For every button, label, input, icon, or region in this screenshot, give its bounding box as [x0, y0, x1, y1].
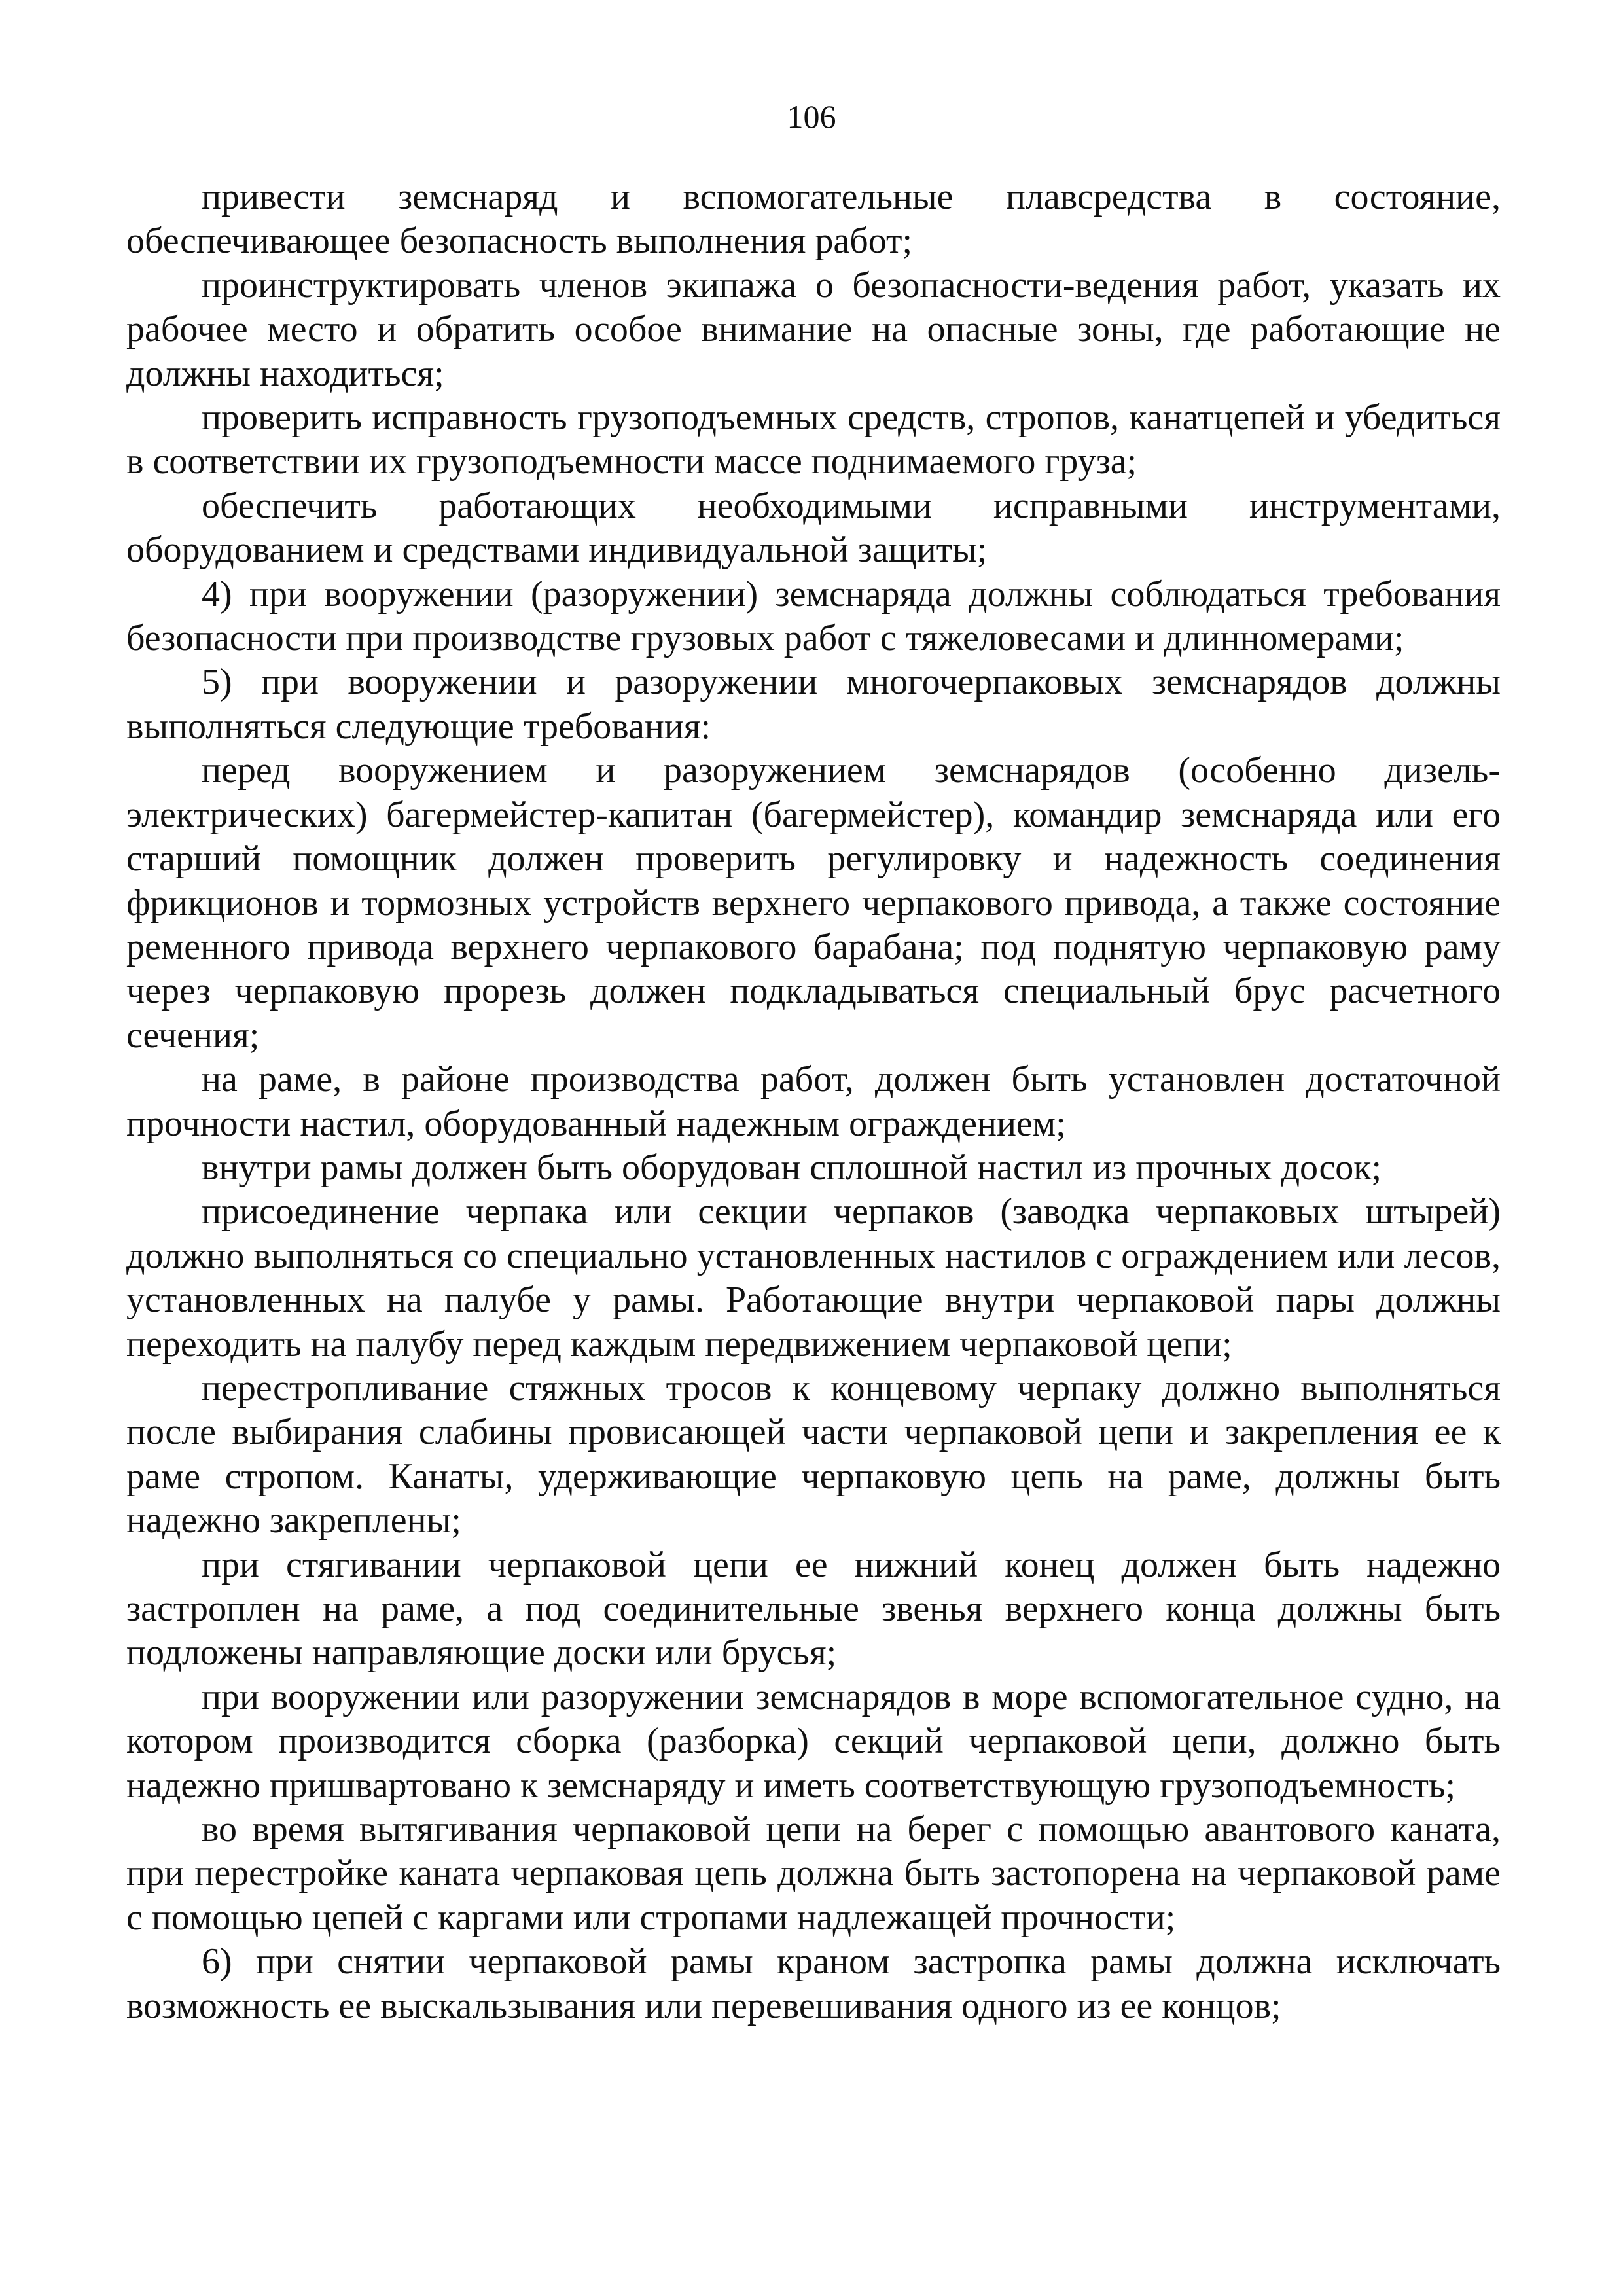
- paragraph-9: внутри рамы должен быть оборудован сплошной настил из прочных досок;: [202, 1147, 1382, 1188]
- paragraph-10: присоединение черпака или секции черпаков (заводка черпаковых штырей) должно выполняться со специально установленных настилов с ограждением или лесов, установленных на палубе у рамы. Работающие внутри черпаковой пары должны переходить на палубу перед каждым передвижением черпаковой цепи;: [126, 1191, 1501, 1365]
- paragraph-12: при стягивании черпаковой цепи ее нижний конец должен быть надежно застроплен на раме, а под соединительные звенья верхнего конца должны быть подложены направляющие доски или брусья;: [126, 1544, 1501, 1674]
- paragraph-14: во время вытягивания черпаковой цепи на берег с помощью авантового каната, при перестройке каната черпаковая цепь должна быть застопорена на черпаковой раме с помощью цепей с каргами или стропами надлежащей прочности;: [126, 1809, 1501, 1938]
- body-text: [126, 175, 1501, 2028]
- paragraph-4: обеспечить работающих необходимыми исправными инструментами, оборудованием и средствами индивидуальной защиты;: [126, 485, 1501, 571]
- paragraph-8: на раме, в районе производства работ, должен быть установлен достаточной прочности настил, оборудованный надежным ограждением;: [126, 1059, 1501, 1144]
- page-number: 106: [787, 98, 836, 135]
- paragraph-6: 5) при вооружении и разоружении многочерпаковых земснарядов должны выполняться следующие требования:: [126, 662, 1501, 747]
- paragraph-5: 4) при вооружении (разоружении) земснаряда должны соблюдаться требования безопасности при производстве грузовых работ с тяжеловесами и длинномерами;: [126, 573, 1501, 659]
- paragraph-13: при вооружении или разоружении земснарядов в море вспомогательное судно, на котором производится сборка (разборка) секций черпаковой цепи, должно быть надежно пришвартовано к земснаряду и иметь соответствующую грузоподъемность;: [126, 1676, 1501, 1806]
- paragraph-2: проинструктировать членов экипажа о безопасности-ведения работ, указать их рабочее место и обратить особое внимание на опасные зоны, где работающие не должны находиться;: [126, 264, 1501, 394]
- paragraph-1: привести земснаряд и вспомогательные плавсредства в состояние, обеспечивающее безопасность выполнения работ;: [126, 177, 1501, 262]
- paragraph-11: перестропливание стяжных тросов к концевому черпаку должно выполняться после выбирания слабины провисающей части черпаковой цепи и закрепления ее к раме стропом. Канаты, удерживающие черпаковую цепь на раме, должны быть надежно закреплены;: [126, 1367, 1501, 1541]
- paragraph-7: перед вооружением и разоружением земснарядов (особенно дизель-электрических) багермейстер-капитан (багермейстер), командир земснаряда или его старший помощник должен проверить регулировку и надежность соединения фрикционов и тормозных устройств верхнего черпакового привода, а также состояние ременного привода верхнего черпакового барабана; под поднятую черпаковую раму через черпаковую прорезь должен подкладываться специальный брус расчетного сечения;: [126, 750, 1501, 1056]
- paragraph-3: проверить исправность грузоподъемных средств, стропов, канатцепей и убедиться в соответствии их грузоподъемности массе поднимаемого груза;: [126, 397, 1501, 482]
- paragraph-15: 6) при снятии черпаковой рамы краном застропка рамы должна исключать возможность ее выскальзывания или перевешивания одного из ее концов;: [126, 1941, 1501, 2026]
